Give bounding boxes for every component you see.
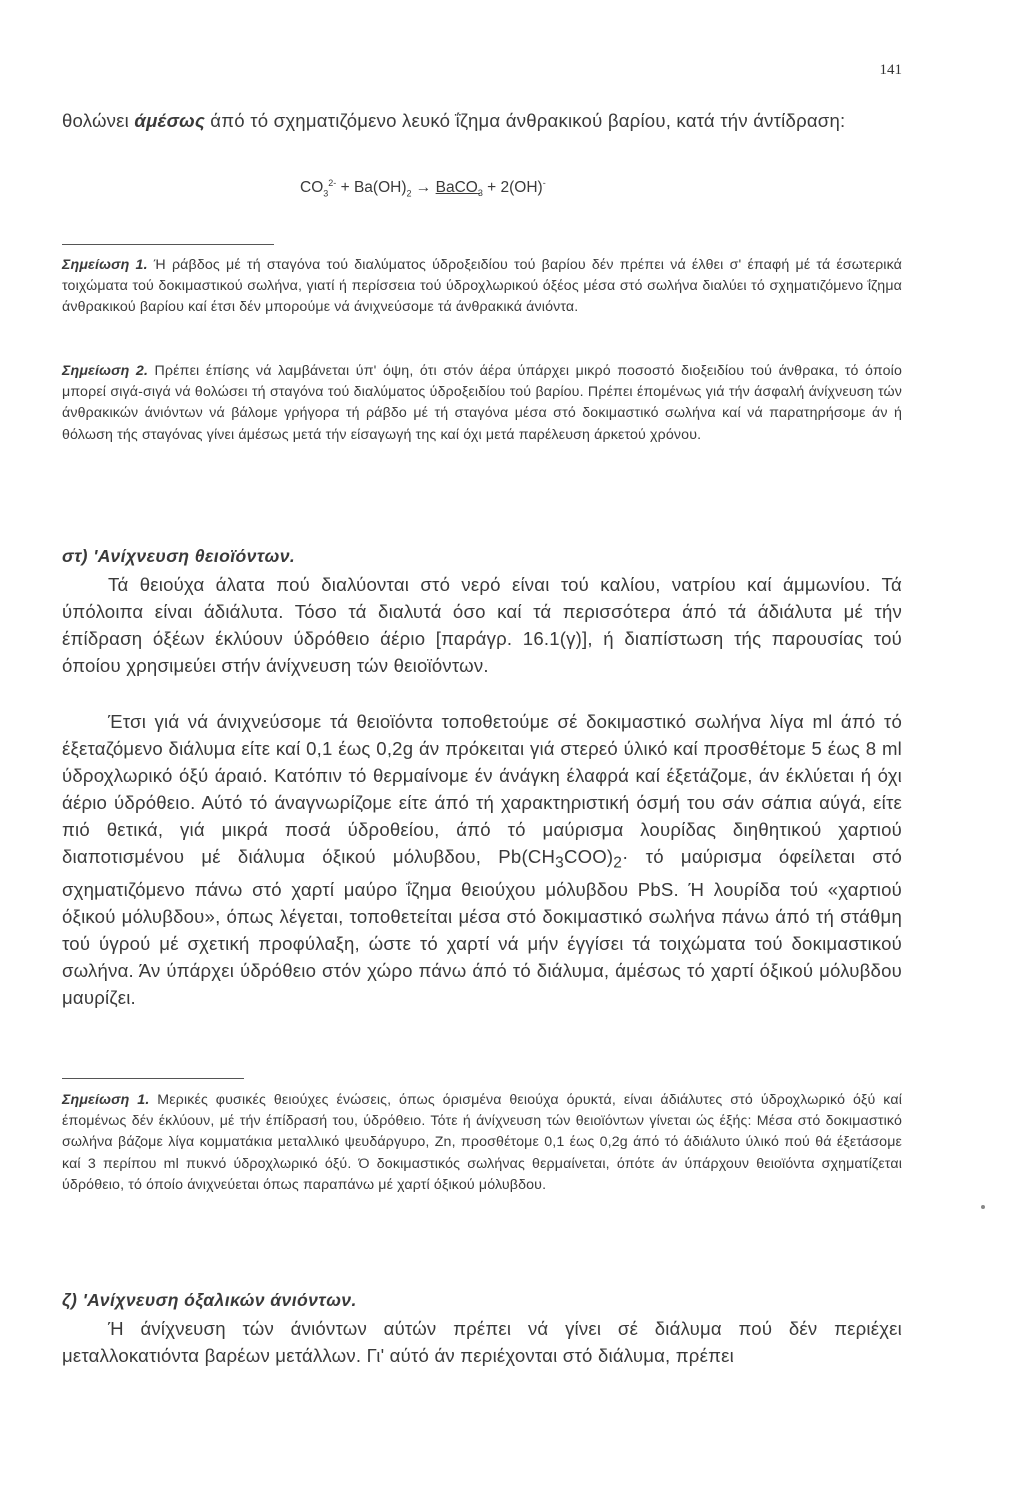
sulfide-paragraph-2: Έτσι γιά νά άνιχνεύσομε τά θειοϊόντα τοποθετούμε σέ δοκιμαστικό σωλήνα λίγα ml άπό τό έξεταζόμενο διάλυμα είτε καί 0,1 έως 0,2g άν πρόκειται γιά στερεό ύλικό καί προσθέτομε 5 έως 8 ml ύδροχλωρικό όξύ άραιό. Κατόπιν τό θερμαίνομε έν άνάγκη έλαφρά καί έξετάζομε, άν έκλύεται ή όχι άέριο ύδρόθειο. Αύτό τό άναγνωρίζομε είτε άπό τή χαρακτηριστική όσμή του σάν σάπια αύγά, είτε πιό θετικά, γιά μικρά ποσά ύδροθείου, άπό τό μαύρισμα λουρίδας διηθητικού χαρτιού διαποτισμένου μέ διάλυμα όξικού μόλυβδου, $Pb(CH_3COO)_2\cdot \tau ό$ μαύρισμα όφείλεται στό σχηματιζόμενο πάνω στό χαρτί μαύρο ΐζημα θειούχου μόλυβδου PbS. Ή λουρίδα τού «χαρτιού όξικού μόλυβδου», όπως λέγεται, τοποθετείται μέσα στό δοκιμαστικό σωλήνα πάνω άπό τή στάθμη τού ύγρού μέ σχετική προφύλαξη, ώστε τό χαρτί νά μήν έγγίσει τά τοιχώματα τού δοκιμαστικού σωλήνα. Άν ύπάρχει ύδρόθειο στόν χώρο πάνω άπό τό διάλυμα, άμέσως τό χαρτί όξικού μόλυβδου μαυρίζει. (62, 711, 903, 1008)
note-1-top: Σημείωση 1. Ή ράβδος μέ τή σταγόνα τού διαλύματος ύδροξειδίου τού βαρίου δέν πρέπει νά έλθει σ' έπαφή μέ τά έσωτερικά τοιχώματα τού δοκιμαστικού σωλήνα, γιατί ή περίσσεια τού ύδροχλωρικού όξέος μέσα στό σωλήνα διαλύει τό σχηματιζόμενο ΐζημα άνθρακικού βαρίου καί έτσι δέν μπορούμε νά άνιχνεύσομε τά άνθρακικά άνιόντα. (62, 257, 903, 316)
reaction-arrow: → (411, 179, 436, 197)
note-1-bottom: Σημείωση 1. Μερικές φυσικές θειούχες ένώσεις, όπως όρισμένα θειούχα όρυκτά, είναι άδιάλυτες στό ύδροχλωρικό όξύ καί έπομένως δέν έκλύουν, μέ τήν έπίδρασή του, ύδρόθειο. Τότε ή άνίχνευση τών θειοϊόντων γίνεται ώς έξής: Μέσα στό δοκιμαστικό σωλήνα βάζομε λίγα κομματάκια μεταλλικό ψευδάργυρο, Zn, προσθέτομε 0,1 έως 0,2g άπό τό άδιάλυτο ύλικό πού θά έξετάσομε καί 3 περίπου ml πυκνό ύδροχλωρικό όξύ. Ό δοκιμαστικός σωλήνας θερμαίνεται, όπότε άν ύπάρχουν θειοϊόντα σχηματίζεται ύδρόθειο, τό όποίο άνιχνεύεται όπως παραπάνω μέ χαρτί όξικού μόλυβδου. (62, 1092, 903, 1193)
scan-speck (981, 1205, 985, 1209)
sulfide-paragraph-1: Τά θειούχα άλατα πού διαλύονται στό νερό είναι τού καλίου, νατρίου καί άμμωνίου. Τά ύπόλοιπα είναι άδιάλυτα. Τόσο τά διαλυτά όσο καί τά περισσότερα άπό τά άδιάλυτα μέ τήν έπίδραση όξέων έκλύουν ύδρόθειο άέριο [παράγρ. 16.1(γ)], ή διαπίστωση τής παρουσίας τού όποίου χρησιμεύει στήν άνίχνευση τών θειοϊόντων. (62, 574, 902, 676)
section-heading-oxalate-ions: ζ) 'Ανίχνευση όξαλικών άνιόντων. (62, 1290, 357, 1310)
reaction-equation: $CO_3^{2-} + Ba(OH)_2$ → BaCO$_3$ + 2(OH)- (300, 178, 546, 199)
page-number: 141 (879, 62, 902, 78)
footnote-divider (62, 244, 274, 245)
footnote-divider-2 (62, 1078, 244, 1079)
emphasis-immediately: άμέσως (134, 110, 205, 131)
intro-paragraph: θολώνει άμέσως άπό τό σχηματιζόμενο λευκό ΐζημα άνθρακικού βαρίου, κατά τήν άντίδραση: (62, 110, 846, 131)
oxalate-paragraph: Ή άνίχνευση τών άνιόντων αύτών πρέπει νά γίνει σέ διάλυμα πού δέν περιέχει μεταλλοκατιόντα βαρέων μετάλλων. Γι' αύτό άν περιέχονται στό διάλυμα, πρέπει (62, 1318, 902, 1366)
note-2-top: Σημείωση 2. Πρέπει έπίσης νά λαμβάνεται ύπ' όψη, ότι στόν άέρα ύπάρχει μικρό ποσοστό διοξειδίου τού άνθρακα, τό όποίο μπορεί σιγά-σιγά νά θολώσει τή σταγόνα τού διαλύματος ύδροξειδίου τού βαρίου. Πρέπει έπομένως γιά τήν άσφαλή άνίχνευση τών άνθρακικών άνιόντων νά βάλομε γρήγορα τή ράβδο μέ τή σταγόνα μέσα στό δοκιμαστικό σωλήνα καί νά παρατηρήσομε άν ή θόλωση τής σταγόνας γίνει άμέσως μετά τήν είσαγωγή της καί όχι μετά παρέλευση άρκετού χρόνου. (62, 363, 902, 443)
precipitate-formula: BaCO$_3$ (435, 179, 483, 199)
section-heading-sulfide-ions: στ) 'Ανίχνευση θειοϊόντων. (62, 546, 296, 566)
